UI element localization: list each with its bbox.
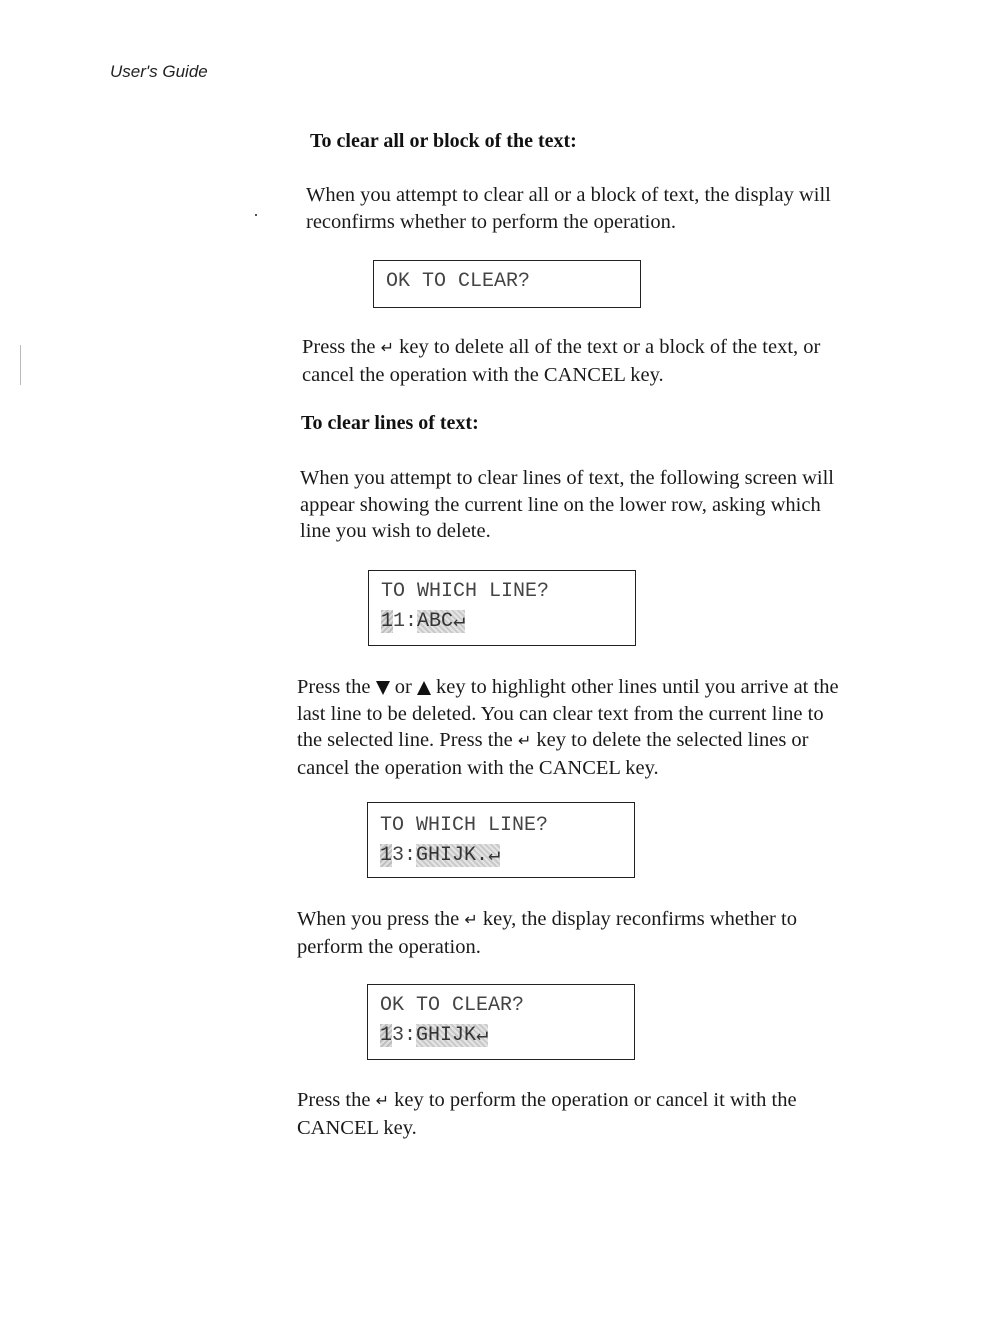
margin-mark bbox=[20, 345, 21, 385]
lcd-line-number: 1 bbox=[393, 610, 406, 633]
lcd-line-number: 3 bbox=[392, 1024, 405, 1047]
text-fragment: When you press the bbox=[297, 908, 460, 930]
lcd-cursor: 1 bbox=[380, 844, 393, 867]
scan-dot bbox=[255, 214, 257, 216]
up-arrow-icon bbox=[417, 681, 431, 695]
lcd-highlighted-text bbox=[417, 610, 465, 633]
text-line: cancel the operation with the CANCEL key. bbox=[297, 756, 659, 779]
lcd-line-content: GHIJK bbox=[416, 1024, 477, 1047]
text-line: perform the operation. bbox=[297, 935, 481, 958]
text-fragment: key, the display reconfirms whether to bbox=[482, 908, 797, 930]
lcd-line-number: 3 bbox=[392, 844, 405, 867]
lcd-highlighted-text bbox=[416, 844, 500, 867]
lcd-display-which-line-3 bbox=[367, 802, 635, 878]
lcd-line-content: GHIJK. bbox=[416, 844, 489, 867]
lcd-row-prompt: OK TO CLEAR? bbox=[380, 994, 525, 1017]
enter-mark-icon: ↵ bbox=[488, 844, 501, 867]
lcd-separator: : bbox=[404, 844, 417, 867]
text-line: When you attempt to clear all or a block of text, the display will bbox=[306, 184, 831, 206]
text-fragment: the selected line. Press the bbox=[297, 729, 513, 751]
text-fragment: key to delete all of the text or a block of the text, or bbox=[399, 336, 821, 358]
enter-key-icon: ↵ bbox=[380, 338, 394, 357]
lcd-display-ok-to-clear-lines bbox=[367, 984, 635, 1060]
paragraph-clear-lines-intro bbox=[300, 465, 834, 545]
text-fragment: key to delete the selected lines or bbox=[536, 729, 809, 751]
text-line bbox=[297, 727, 839, 755]
lcd-separator: : bbox=[405, 610, 418, 633]
text-fragment: or bbox=[394, 676, 412, 698]
paragraph-final bbox=[297, 1087, 797, 1141]
lcd-row-prompt: TO WHICH LINE? bbox=[380, 814, 549, 837]
text-line: last line to be deleted. You can clear text from the current line to bbox=[297, 702, 824, 725]
enter-mark-icon: ↵ bbox=[476, 1024, 489, 1047]
text-fragment: key to perform the operation or cancel it with the bbox=[394, 1089, 797, 1111]
running-header: User's Guide bbox=[110, 62, 208, 81]
text-line: cancel the operation with the CANCEL key. bbox=[302, 363, 664, 386]
lcd-row-line bbox=[380, 841, 622, 871]
lcd-row-prompt: TO WHICH LINE? bbox=[381, 580, 550, 603]
text-line: line you wish to delete. bbox=[300, 520, 491, 542]
paragraph-clear-block-press bbox=[302, 334, 820, 388]
lcd-display-ok-to-clear bbox=[373, 260, 641, 308]
down-arrow-icon bbox=[376, 681, 390, 695]
enter-key-icon: ↵ bbox=[375, 1091, 389, 1110]
text-line bbox=[297, 674, 839, 701]
section-heading-clear-lines: To clear lines of text: bbox=[301, 412, 479, 434]
text-line: When you attempt to clear lines of text, the following screen will bbox=[300, 467, 834, 489]
text-line: reconfirms whether to perform the operation. bbox=[306, 210, 677, 233]
enter-mark-icon: ↵ bbox=[453, 610, 466, 633]
lcd-row-line bbox=[381, 607, 623, 637]
text-fragment: Press the bbox=[302, 336, 376, 358]
text-fragment: key to highlight other lines until you arrive at the bbox=[436, 676, 839, 698]
text-line: CANCEL key. bbox=[297, 1116, 417, 1139]
lcd-row-prompt: OK TO CLEAR? bbox=[386, 270, 531, 293]
text-fragment: Press the bbox=[297, 1089, 371, 1111]
lcd-separator: : bbox=[404, 1024, 417, 1047]
lcd-line-content: ABC bbox=[417, 610, 454, 633]
lcd-display-which-line-1 bbox=[368, 570, 636, 646]
text-line bbox=[297, 906, 797, 934]
lcd-cursor: 1 bbox=[380, 1024, 393, 1047]
paragraph-clear-block-intro bbox=[306, 182, 831, 235]
paragraph-clear-lines-navigate bbox=[297, 674, 839, 781]
paragraph-reconfirm bbox=[297, 906, 797, 960]
section-heading-clear-block: To clear all or block of the text: bbox=[310, 130, 577, 152]
text-fragment: Press the bbox=[297, 676, 371, 698]
enter-key-icon: ↵ bbox=[517, 731, 532, 750]
lcd-cursor: 1 bbox=[381, 610, 394, 633]
enter-key-icon: ↵ bbox=[464, 910, 478, 929]
lcd-row-line bbox=[380, 1021, 622, 1051]
lcd-highlighted-text bbox=[416, 1024, 488, 1047]
text-line bbox=[297, 1087, 797, 1115]
text-line: appear showing the current line on the lower row, asking which bbox=[300, 493, 821, 516]
text-line bbox=[302, 334, 820, 362]
